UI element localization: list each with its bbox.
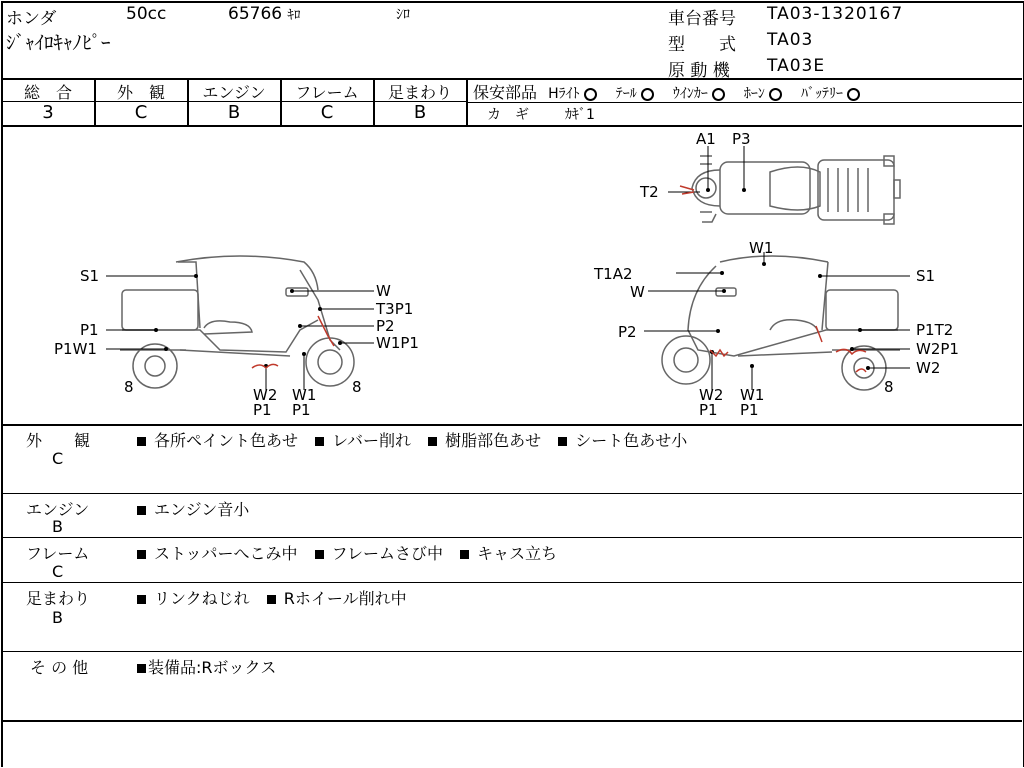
part-tail	[616, 86, 654, 102]
score-frame: C	[320, 102, 334, 123]
divider	[1, 651, 1022, 652]
label-right-w1-p1: P1	[740, 401, 759, 419]
section-grade-frame: C	[52, 562, 64, 581]
damage-diagram	[0, 126, 1024, 424]
label-right-w2: W2	[699, 386, 724, 404]
part-horn	[744, 86, 782, 102]
section-notes-frame	[137, 541, 569, 564]
bullet-square-icon	[137, 437, 146, 446]
part-tail-label: ﾃｰﾙ	[615, 86, 637, 102]
divider	[1, 424, 1022, 426]
note-item	[137, 500, 249, 519]
note-item	[558, 431, 687, 450]
section-category-engine: エンジン	[26, 500, 90, 519]
note-text: エンジン音小	[154, 500, 250, 519]
key-value: ｶｷﾞ1	[565, 107, 595, 123]
section-notes-other	[137, 655, 288, 678]
note-text: シート色あせ小	[575, 431, 688, 450]
marker-dots	[154, 188, 870, 370]
type-label: 型 式	[668, 35, 736, 55]
key-label: カ ギ	[487, 107, 529, 123]
divider	[1, 493, 1022, 494]
label-right-s1: S1	[916, 267, 936, 285]
note-text: 装備品:Rボックス	[148, 658, 277, 677]
note-item	[315, 544, 443, 563]
label-left-s1: S1	[80, 267, 100, 285]
score-overall: 3	[42, 102, 54, 123]
label-right-w2-p1: P1	[699, 401, 718, 419]
safety-parts-label: 保安部品	[473, 83, 538, 102]
label-top-t2: T2	[640, 183, 659, 201]
note-item	[137, 589, 250, 608]
ok-circle-icon	[584, 88, 597, 101]
part-winker	[673, 86, 725, 102]
note-item	[137, 431, 298, 450]
label-left-8a: 8	[124, 378, 134, 396]
label-left-w1-p1: P1	[292, 401, 311, 419]
label-left-w1: W1	[292, 386, 317, 404]
frame-number: TA03-1320167	[767, 4, 904, 24]
bullet-square-icon	[137, 664, 146, 673]
type-value: TA03	[767, 30, 814, 50]
score-label-exterior: 外 観	[116, 83, 165, 102]
note-item	[428, 431, 541, 450]
label-top-a1: A1	[696, 130, 716, 148]
bullet-square-icon	[558, 437, 567, 446]
label-left-p1: P1	[80, 321, 99, 339]
label-right-w1: W1	[740, 386, 765, 404]
section-category-frame: フレーム	[26, 544, 90, 563]
ok-circle-icon	[641, 88, 654, 101]
label-left-p1w1: P1W1	[54, 340, 97, 358]
top-view-outline	[692, 156, 900, 224]
score-label-frame: フレーム	[295, 83, 359, 102]
bullet-square-icon	[137, 506, 146, 515]
bullet-square-icon	[460, 550, 469, 559]
displacement: 50cc	[126, 4, 167, 24]
section-notes-exterior	[137, 428, 699, 451]
section-category-exterior: 外 観	[26, 431, 91, 450]
label-left-w: W	[376, 282, 391, 300]
divider	[1, 537, 1022, 538]
label-right-w2-b: W2	[916, 359, 941, 377]
part-headlight-label: Hﾗｲﾄ	[548, 86, 580, 102]
note-text: ストッパーへこみ中	[154, 544, 298, 563]
label-left-w1p1: W1P1	[376, 334, 419, 352]
note-text: リンクねじれ	[154, 589, 250, 608]
bullet-square-icon	[315, 437, 324, 446]
score-label-overall: 総 合	[23, 83, 72, 102]
note-text: キャス立ち	[477, 544, 558, 563]
label-left-8b: 8	[352, 378, 362, 396]
section-notes-suspension	[137, 586, 419, 609]
section-category-suspension: 足まわり	[26, 589, 91, 608]
bullet-square-icon	[428, 437, 437, 446]
label-right-p2: P2	[618, 323, 637, 341]
score-suspension: B	[413, 102, 427, 123]
part-headlight	[548, 86, 597, 102]
mileage	[228, 4, 301, 24]
score-engine: B	[227, 102, 241, 123]
note-item	[137, 544, 298, 563]
maker: ホンダ	[6, 9, 57, 29]
engine-model-label: 原 動 機	[668, 61, 730, 81]
label-left-p2: P2	[376, 317, 395, 335]
section-grade-exterior: C	[52, 449, 64, 468]
note-text: フレームさび中	[331, 544, 443, 563]
note-item	[267, 589, 407, 608]
body-color: ｼﾛ	[396, 7, 410, 23]
section-grade-suspension: B	[52, 608, 63, 627]
label-left-w2: W2	[253, 386, 278, 404]
divider	[466, 79, 468, 125]
label-left-t3p1: T3P1	[376, 300, 414, 318]
safety-parts-row	[473, 80, 860, 103]
note-text: 樹脂部色あせ	[445, 431, 542, 450]
ok-circle-icon	[847, 88, 860, 101]
divider	[1, 582, 1022, 583]
bullet-square-icon	[137, 550, 146, 559]
bullet-square-icon	[267, 595, 276, 604]
section-notes-engine	[137, 497, 261, 520]
note-item	[315, 431, 411, 450]
frame-number-label: 車台番号	[668, 9, 736, 29]
note-text: 各所ペイント色あせ	[154, 431, 299, 450]
model-name: ｼﾞｬｲﾛｷｬﾉﾋﾟｰ	[6, 32, 111, 54]
ok-circle-icon	[769, 88, 782, 101]
part-winker-label: ｳｲﾝｶｰ	[672, 86, 708, 102]
note-text: レバー削れ	[332, 431, 411, 450]
mileage-unit: ｷﾛ	[287, 8, 301, 23]
part-battery-label: ﾊﾞｯﾃﾘｰ	[801, 86, 844, 102]
mileage-value: 65766	[228, 4, 283, 24]
ok-circle-icon	[712, 88, 725, 101]
score-label-suspension: 足まわり	[387, 83, 452, 102]
label-right-p1t2: P1T2	[916, 321, 954, 339]
section-grade-engine: B	[52, 517, 63, 536]
score-exterior: C	[134, 102, 148, 123]
note-item	[137, 658, 276, 677]
bullet-square-icon	[315, 550, 324, 559]
part-battery	[801, 86, 860, 102]
score-label-engine: エンジン	[202, 83, 266, 102]
note-item	[460, 544, 557, 563]
note-text: Rホイール削れ中	[283, 589, 407, 608]
engine-model: TA03E	[767, 56, 826, 76]
label-right-w1: W1	[749, 239, 774, 257]
section-category-other: そ の 他	[30, 658, 89, 677]
label-right-w: W	[630, 283, 645, 301]
label-right-8: 8	[884, 378, 894, 396]
part-horn-label: ﾎｰﾝ	[743, 86, 765, 102]
label-right-t1a2: T1A2	[594, 265, 633, 283]
bullet-square-icon	[137, 595, 146, 604]
label-left-w2-p1: P1	[253, 401, 272, 419]
label-top-p3: P3	[732, 130, 751, 148]
label-right-w2p1: W2P1	[916, 340, 959, 358]
divider	[1, 720, 1022, 722]
